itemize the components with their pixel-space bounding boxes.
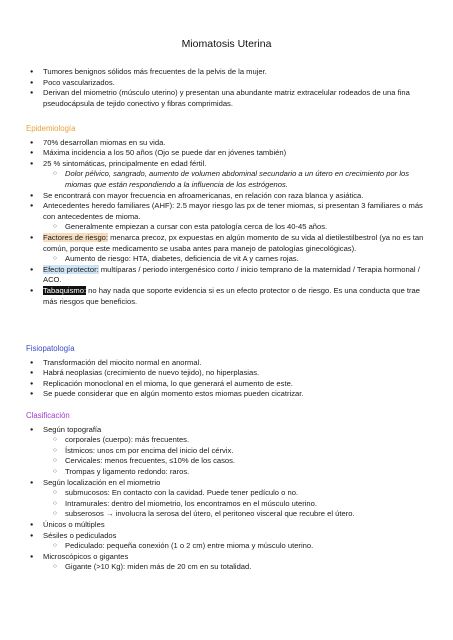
sub-list-item: ○ Trompas y ligamento redondo: raros.: [26, 467, 426, 478]
clasificacion-section: [26, 411, 426, 573]
list-item: ● 25 % sintomáticas, principalmente en edad fértil.: [26, 159, 426, 170]
list-item: ● 70% desarrollan miomas en su vida.: [26, 138, 426, 149]
item-text: no hay nada que soporte evidencia si es un efecto protector o de riesgo. Es una conducta que trae más riesgos que beneficios.: [43, 285, 420, 306]
section-heading: Clasificación: [26, 411, 70, 420]
list-item: [26, 265, 426, 286]
list-item: ● Según localización en el miometrio: [26, 478, 426, 489]
sub-list-item: ○ submucosos: En contacto con la cavidad. Puede tener pedículo o no.: [26, 488, 426, 499]
list-item: ● Según topografía: [26, 425, 426, 436]
section-heading: Epidemiología: [26, 124, 76, 133]
epidemiologia-section: [26, 124, 426, 307]
list-item: ● Microscópicos o gigantes: [26, 552, 426, 563]
list-item: [26, 233, 426, 254]
list-item: ● Habrá neoplasias (crecimiento de nuevo tejido), no hiperplasias.: [26, 368, 426, 379]
sub-list-item: ○ Intramurales: dentro del miometrio, los encontramos en el músculo uterino.: [26, 499, 426, 510]
list-item: ● Antecedentes heredo familiares (AHF): 2.5 mayor riesgo las px de tener miomas, si presentan 3 familiares o más con antecedentes de mioma.: [26, 201, 426, 222]
sub-list-item: ○ Generalmente empiezan a cursar con esta patología cerca de los 40-45 años.: [26, 222, 426, 233]
page-title: Miomatosis Uterina: [181, 38, 272, 50]
fisiopatologia-section: [26, 344, 426, 400]
list-item: ● Máxima incidencia a los 50 años (Ojo se puede dar en jóvenes también): [26, 148, 426, 159]
list-item: ● Poco vascularizados.: [26, 78, 426, 89]
list-item: ● Únicos o múltiples: [26, 520, 426, 531]
sub-list-item: ○ Gigante (>10 Kg): miden más de 20 cm en su totalidad.: [26, 562, 426, 573]
list-item: ● Se encontrará con mayor frecuencia en afroamericanas, en relación con raza blanca y asiática.: [26, 191, 426, 202]
item-text: menarca precoz, px expuestas en algún momento de su vida al dietilestilbestrol (ya no es tan común, porque este medicamento se usaba antes para manejo de patologías ginecológicas).: [43, 232, 424, 253]
list-item: [26, 286, 426, 307]
highlight-label: Efecto protector:: [43, 264, 99, 274]
sub-list-item: ○ Aumento de riesgo: HTA, diabetes, deficiencia de vit A y carnes rojas.: [26, 254, 426, 265]
list-item: ● Derivan del miometrio (músculo uterino) y presentan una abundante matriz extracelular rodeados de una fina pseudocápsula de tejido conectivo y fibras comprimidas.: [26, 88, 426, 109]
sub-list-item: ○ Cervicales: menos frecuentes, ≤10% de los casos.: [26, 456, 426, 467]
list-item: ● Replicación monoclonal en el mioma, lo que generará el aumento de este.: [26, 379, 426, 390]
item-text: multíparas / periodo intergenésico corto / inicio temprano de la maternidad / Terapia hormonal / ACO.: [43, 264, 420, 285]
list-item: ● Tumores benignos sólidos más frecuentes de la pelvis de la mujer.: [26, 67, 426, 78]
sub-list-item: ○ corporales (cuerpo): más frecuentes.: [26, 435, 426, 446]
list-item: ● Transformación del miocito normal en anormal.: [26, 358, 426, 369]
intro-section: [26, 67, 426, 109]
list-item: ● Sésiles o pediculados: [26, 531, 426, 542]
sub-list-item: ○ Ístmicos: unos cm por encima del inicio del cérvix.: [26, 446, 426, 457]
highlight-label: Factores de riesgo:: [43, 232, 108, 242]
section-heading: Fisiopatología: [26, 344, 75, 353]
sub-list-item: ○ subserosos → involucra la serosa del útero, el peritoneo visceral que recubre el útero.: [26, 509, 426, 520]
sub-list-item: ○ Dolor pélvico, sangrado, aumento de volumen abdominal secundario a un útero en crecimiento por los miomas que están respondiendo a la influencia de los estrógenos.: [26, 169, 426, 190]
sub-list-item: ○ Pediculado: pequeña conexión (1 o 2 cm) entre mioma y músculo uterino.: [26, 541, 426, 552]
list-item: ● Se puede considerar que en algún momento estos miomas pueden cicatrizar.: [26, 389, 426, 400]
highlight-label: Tabaquismo:: [43, 285, 87, 295]
